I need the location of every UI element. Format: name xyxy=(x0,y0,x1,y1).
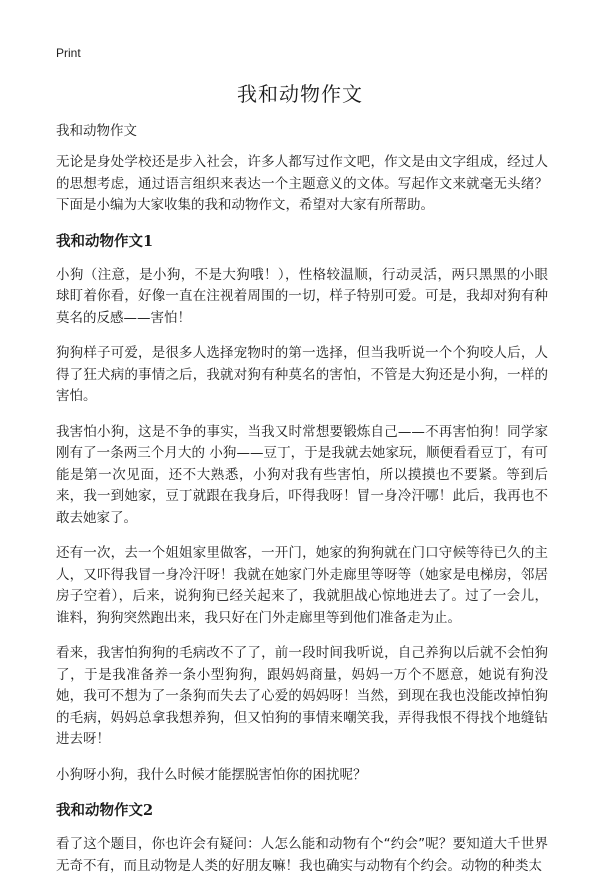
section-2-paragraph: 看了这个题目，你也许会有疑问：人怎么能和动物有个“约会”呢？要知道大千世界无奇不有，而且动物是人类的好朋友嘛！我也确实与动物有个约会。动物的种类太 xyxy=(56,836,548,874)
section-1-paragraph: 小狗（注意，是小狗，不是大狗哦！），性格较温顺，行动灵活，两只黑黑的小眼球盯着你看，好像一直在注视着周围的一切，样子特别可爱。可是，我却对狗有种莫名的反感——害怕！ xyxy=(56,266,548,326)
section-heading-2: 我和动物作文2 xyxy=(56,802,154,819)
section-1-paragraph: 狗狗样子可爱，是很多人选择宠物时的第一选择，但当我听说一个个狗咬人后，人得了狂犬病的事情之后，我就对狗有种莫名的害怕，不管是大狗还是小狗，一样的害怕。 xyxy=(56,345,548,404)
page-title: 我和动物作文 xyxy=(237,82,363,106)
print-link[interactable]: Print xyxy=(56,46,81,60)
section-1-paragraph: 小狗呀小狗，我什么时候才能摆脱害怕你的困扰呢？ xyxy=(56,766,367,783)
section-heading-1: 我和动物作文1 xyxy=(56,232,154,250)
section-1-paragraph: 看来，我害怕狗狗的毛病改不了了，前一段时间我听说，自己养狗以后就不会怕狗了，于是我准备养一条小型狗狗，跟妈妈商量，妈妈一万个不愿意，她说有狗没她，我可不想为了一条狗而失去了心爱的妈妈呀！当然，到现在我也没能改掉怕狗的毛病，妈妈总拿我想养狗，但又怕狗的事情来嘲笑我，弄得我恨不得找个地缝钻进去呀！ xyxy=(56,645,548,747)
intro-subtitle: 我和动物作文 xyxy=(56,123,137,139)
section-1-paragraph: 我害怕小狗，这是不争的事实，当我又时常想要锻炼自己——不再害怕狗！同学家刚有了一条两三个月大的 小狗——豆丁，于是我就去她家玩，顺便看看豆丁，有可能是第一次见面，还不大熟悉，小狗对我有些害怕，所以摸摸也不要紧。等到后来，我一到她家，豆丁就跟在我身后，吓得我呀！冒一身冷汗哪！此后，我再也不敢去她家了。 xyxy=(56,423,548,526)
article-body xyxy=(56,120,548,891)
section-1-paragraph: 还有一次，去一个姐姐家里做客，一开门，她家的狗狗就在门口守候等待已久的主人，又吓得我冒一身冷汗呀！我就在她家门外走廊里等呀等（她家是电梯房，邻居房子空着），后来，说狗狗已经关起来了，我就胆战心惊地进去了。过了一会儿，谁料，狗狗突然跑出来，我只好在门外走廊里等到他们准备走为止。 xyxy=(56,545,548,626)
intro-paragraph: 无论是身处学校还是步入社会，许多人都写过作文吧，作文是由文字组成，经过人的思想考虑，通过语言组织来表达一个主题意义的文体。写起作文来就毫无头绪？下面是小编为大家收集的我和动物作文，希望对大家有所帮助。 xyxy=(56,154,548,213)
